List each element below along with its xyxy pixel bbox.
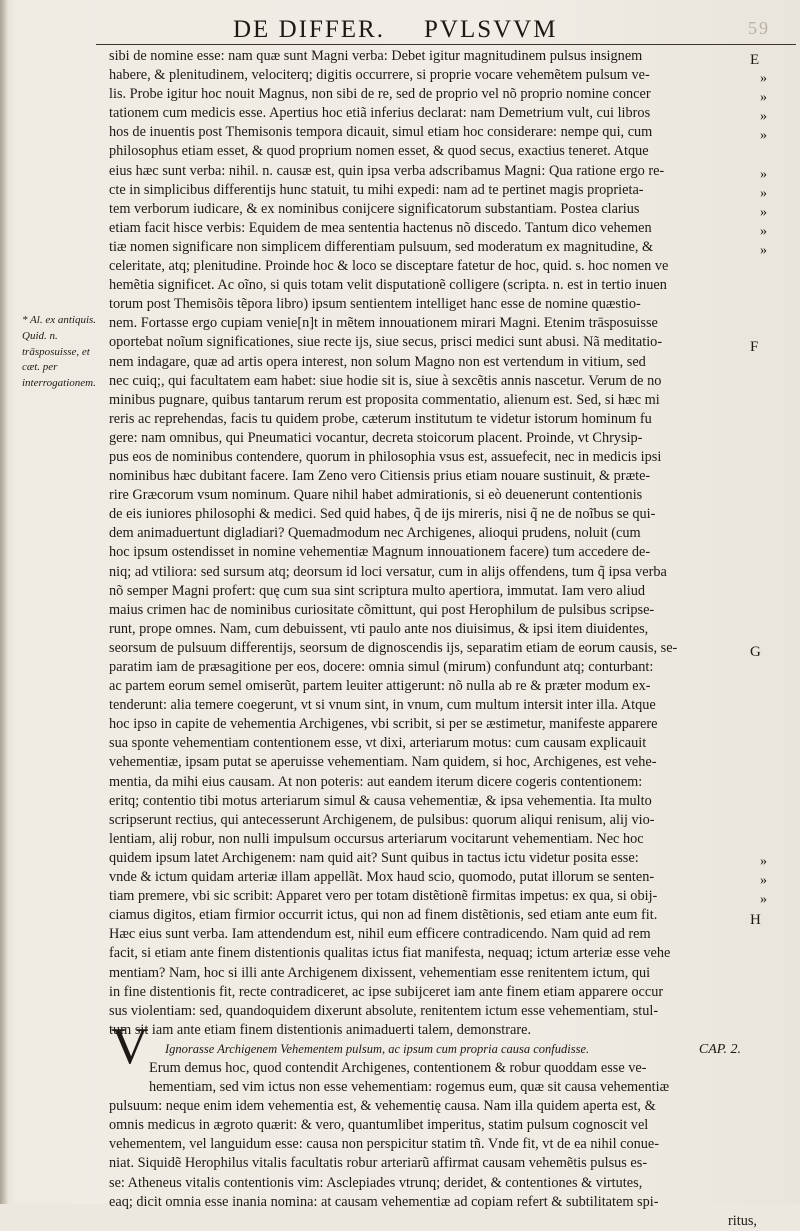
text-line: nem indagare, quæ ad artis opera interest, non solum Magno non est vertendum in vitium, sed	[109, 353, 646, 370]
text-line: hemẽtia significet. Ac oĩno, si quis totam velit disputationẽ colligere (scripta. n. est in tertio inuen	[109, 277, 667, 294]
text-line: tiam premere, vbi sic scribit: Apparet vero per totam distẽtionẽ firmitas impetus: ex qua, si obij-	[109, 888, 658, 905]
drop-cap: V	[111, 1018, 149, 1075]
text-line: nõ semper Magni profert: quę cum sua sint scriptura multo apertiora, immutat. Iam vero aliud	[109, 582, 645, 599]
text-line: dem animaduertunt digladiari? Quemadmodum nec Archigenes, alioqui prudens, noluit (cum	[109, 525, 641, 542]
chapter-text-line: Erum demus hoc, quod contendit Archigenes, contentionem & robur quoddam esse ve-	[149, 1059, 647, 1076]
text-line: sus violentiam: sed, quandoquidem dixerunt absolute, renitentem ictum esse vehementiam, stul-	[109, 1002, 659, 1019]
chapter-text-line: se: Atheneus vitalis contentionis vim: Asclepiades vtrunq; deridet, & contentiones & virtutes,	[109, 1174, 643, 1191]
text-line: nem. Fortasse ergo cupiam venie[n]t in mẽtem innouationem mirari Magni. Etenim trāsposuisse	[109, 315, 658, 332]
chapter-text-line: niat. Siquidẽ Herophilus vitalis facultatis robur arteriarũ affirmat causam vehemẽtis pulsus es-	[109, 1155, 648, 1172]
text-line: minibus pugnare, quibus tantarum rerum est proposita commentatio, alienum est. Sed, si hæc mi	[109, 391, 660, 408]
text-line: hos de inuentis post Themisonis tempora dicauit, simul etiam hoc considerare: nempe qui, cum	[109, 124, 653, 141]
chapter-text-line: hementiam, sed vim ictus non esse vehementiam: rogemus eum, quæ sit causa vehementiæ	[149, 1079, 670, 1096]
text-line: Hæc eius sunt verba. Iam attendendum est, nihil eum efficere contradicendo. Nam quid ad rem	[109, 926, 651, 943]
quote-mark: »	[760, 90, 767, 106]
text-line: maius crimen hac de nominibus curiositate cõmittunt, qui post Herophilum de pulsibus scripse-	[109, 601, 655, 618]
text-line: runt, prope omnes. Nam, cum debuissent, vti paulo ante nos diuisimus, & ipsi item diuidentes,	[109, 620, 649, 637]
text-line: tenderunt: alia temere coegerunt, vt si vnum sint, in vnum, cum multum intersit inter illa. Atque	[109, 697, 656, 714]
chapter-text-line: omnis medicus in ægroto quærit: & vero, quantumlibet imperitus, statim pulsum cognoscit vel	[109, 1117, 649, 1134]
margin-letter: E	[750, 52, 760, 68]
quote-mark: »	[760, 243, 767, 258]
text-line: mentiam? Nam, hoc si illi ante Archigenem dixissent, vehementiam esse renitentem ictum, qui	[109, 964, 651, 981]
chapter-text-line: vehementem, vel languidum esse: causa non perspicitur statim tñ. Vnde fit, vt de ea nihil conue-	[109, 1136, 660, 1153]
text-line: pus eos de nominibus contendere, quorum in philosophia vsus est, assuefecit, nec in medicis ipsi	[109, 448, 662, 465]
text-line: eius hæc sunt verba: nihil. n. causæ est, quin ipsa verba adscribamus Magni: Qua ratione ergo re-	[109, 162, 665, 179]
text-line: eritq; contentio tibi motus arteriarum simul & causa vehementiæ, & ipsa vehementia. Ita multo	[109, 792, 652, 809]
page-number: 59	[748, 18, 770, 38]
text-line: nominibus hæc dubitant facere. Iam Zeno vero Citiensis prius etiam nouare sustinuit, & præte-	[109, 468, 651, 485]
text-line: tum sit iam ante etiam finem distentionis animaduerti talem, demonstrare.	[109, 1021, 532, 1038]
text-line: rire Græcorum vsum nominum. Quare nihil habet admirationis, si eò deuenerunt contentionis	[109, 487, 643, 504]
text-line: reris ac reprehendas, facis tu quidem probe, cæterum institutum te videtur istorum hominum fu	[109, 410, 652, 427]
text-line: etiam facit hisce verbis: Equidem de mea sententia hactenus nõ discedo. Tantum dico vehemen	[109, 219, 652, 236]
text-line: celeritate, atq; plenitudine. Proinde hoc & loco se disceptare fatetur de hoc, quid. s. hoc nomen ve	[109, 258, 669, 275]
header-right: PVLSVVM	[424, 16, 558, 43]
quote-mark: »	[760, 128, 767, 144]
margin-letter: H	[750, 911, 761, 928]
text-line: in fine distentionis fit, recte contradiceret, ac ipse subijceret iam ante finem etiam apparere occur	[109, 983, 664, 1000]
margin-note: * Al. ex antiquis. Quid. n. trāsposuisse, et cæt. per interrogationem.	[22, 314, 97, 390]
text-line: hoc ipsum ostendisset in nomine vehementiæ Magnum innouationem facere) tum accedere de-	[109, 544, 651, 561]
chapter-text-line: pulsuum: neque enim idem vehementia est, & vehementię causa. Nam illa quidem aperta est, &	[109, 1098, 656, 1115]
text-line: de eis iuniores philosophi & medici. Sed quid habes, q̃ de ijs mireris, nisi q̃ ne de noĩbus se qui-	[109, 506, 656, 523]
text-line: scripserunt rectius, qui antecesserunt Archigenem, de pulsibus: quorum aliqui renisum, alij vio-	[109, 811, 655, 828]
quote-mark: »	[760, 185, 767, 201]
text-line: lentiam, alij robur, non nulli impulsum occursus arteriarum vocitarunt vehementiam. Nec hoc	[109, 830, 644, 847]
quote-mark: »	[760, 873, 767, 889]
text-line: lis. Probe igitur hoc nouit Magnus, non sibi de re, sed de proprio vel nõ proprio nomine concer	[109, 86, 651, 103]
text-line: niq; ad vtiliora: sed sursum atq; deorsum id loci versatur, cum in alijs offendens, tum q̃ ipsa verba	[109, 563, 667, 580]
chapter-label: CAP. 2.	[698, 1041, 741, 1057]
quote-mark: »	[760, 204, 767, 220]
text-line: nec cuiq;, qui facultatem eam habet: siue hodie sit is, siue à sexcẽtis annis nascetur. Verum de no	[109, 372, 662, 389]
text-line: sibi de nomine esse: nam quæ sunt Magni verba: Debet igitur magnitudinem pulsus insignem	[109, 48, 643, 64]
chapter-heading	[109, 1040, 761, 1059]
text-line: vehementiæ, ipsam putat se aperuisse vehementiam. Nam quidem, si hoc, Archigenes, est vehe-	[109, 754, 657, 771]
text-line: vnde & ictum quidam arteriæ illam appellãt. Mox haud scio, quomodo, putat illorum se senten-	[109, 869, 655, 886]
text-line: quidem ipsum latet Archigenem: nam quid ait? Sunt quibus in tactus ictu videtur posita esse:	[109, 849, 639, 866]
margin-letter: F	[750, 338, 759, 355]
text-line: ac partem eorum semel omiserũt, partem leuiter attigerunt: nõ nulla ab re & præter modum ex-	[109, 678, 651, 695]
text-line: hoc ipso in capite de vehementia Archigenes, vbi scribit, si per se æstimetur, manifeste apparere	[109, 716, 658, 733]
chapter-heading-text: Ignorasse Archigenem Vehementem pulsum, ac ipsum cum propria causa confudisse.	[165, 1041, 590, 1056]
text-line: sua sponte vehementiam contentionem esse, vt dixi, arteriarum motus: cum causam explicauit	[109, 735, 647, 752]
main-text	[109, 47, 761, 1231]
quote-mark: »	[760, 109, 767, 125]
chapter-text-line: ritus,	[728, 1212, 757, 1229]
text-line: cte in simplicibus differentijs hunc statuit, tu mihi expedi: nam ad te pertinet magis proprieta-	[109, 181, 644, 198]
header-left: DE DIFFER.	[233, 16, 385, 43]
text-line: facit, si etiam ante finem distentionis qualitas ictus fiat manifesta, nequaq; ictum arteriæ esse vehe	[109, 945, 671, 962]
quote-mark: »	[760, 892, 767, 908]
page-gutter-shadow	[0, 0, 8, 1204]
text-line: mentia, da mihi eius causam. At non poteris: aut eandem iterum dicere cogeris contentionem:	[109, 773, 643, 790]
text-line: torum post Themisõis tẽpora libro) ipsum sentientem intelliget hanc esse de nomine quæstio-	[109, 296, 641, 313]
chapter-text-line: eaq; dicit omnia esse inania nomina: at causam vehementiæ ad copiam refert & subtilitatem spi-	[109, 1193, 659, 1210]
text-line: paratim iam de præsagitione per eos, docere: omnia simul (mirum) confundunt atq; conturbant:	[109, 659, 654, 675]
text-line: oportebat noĩum significationes, siue recte ijs, siue secus, prisci medici sunt abusi. Nã meditatio-	[109, 334, 663, 351]
quote-mark: »	[760, 223, 767, 239]
quote-mark: »	[760, 854, 767, 870]
text-line: tationem cum medicis esse. Apertius hoc etiã inferius declarat: nam Demetrium vult, cui libros	[109, 105, 651, 122]
text-line: tem verborum iudicare, & ex nominibus conijcere significatorum substantiam. Postea clarius	[109, 200, 640, 217]
header-rule	[96, 44, 796, 45]
text-line: tiæ nomen significare non simplicem differentiam pulsuum, sed moderatum ex magnitudine, &	[109, 238, 654, 255]
text-line: philosophus etiam esset, & quod proprium nomen esset, & quod secus, exactius teneret. Atque	[109, 143, 649, 160]
text-line: gere: nam omnibus, qui Pneumatici vocantur, decreta stoicorum placent. Proinde, vt Chrysip-	[109, 429, 643, 446]
text-line: ciamus digitos, etiam firmior occurrit ictus, qui non ad finem distẽtionis, sed etiam ante eum fit.	[109, 907, 658, 924]
quote-mark: »	[760, 71, 767, 87]
quote-mark: »	[760, 166, 767, 182]
text-line: habere, & plenitudinem, velociterq; digitis occurrere, si proprie vocare vehemẽtem pulsum ve-	[109, 67, 650, 84]
margin-letter: G	[750, 644, 761, 661]
text-line: seorsum de pulsuum differentijs, seorsum de dignoscendis ijs, separatim etiam de eorum causis, se-	[109, 639, 678, 656]
